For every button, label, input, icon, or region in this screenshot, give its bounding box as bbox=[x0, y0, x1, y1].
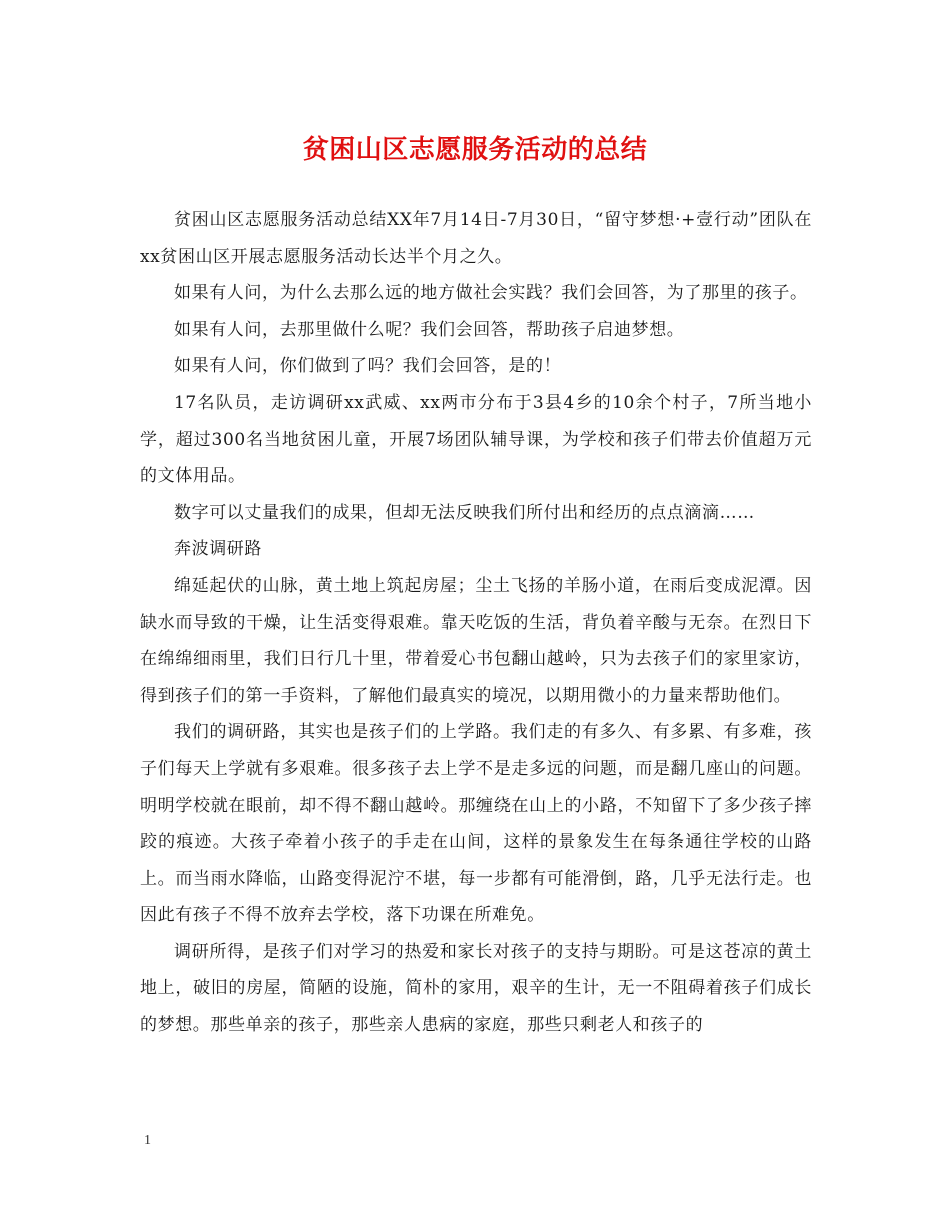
document-title: 贫困山区志愿服务活动的总结 bbox=[302, 135, 648, 165]
paragraph: 如果有人问，你们做到了吗？我们会回答，是的！ bbox=[174, 356, 562, 377]
paragraph: 数字可以丈量我们的成果，但却无法反映我们所付出和经历的点点滴滴…… bbox=[174, 502, 755, 523]
document-body bbox=[140, 202, 812, 1044]
paragraph: 17名队员，走访调研xx武威、xx两市分布于3县4乡的10余个村子，7所当地小学，超过300名当地贫困儿童，开展7场团队辅导课，为学校和孩子们带去价值超万元的文体用品。 bbox=[140, 392, 812, 487]
paragraph: 调研所得，是孩子们对学习的热爱和家长对孩子的支持与期盼。可是这苍凉的黄土地上，破旧的房屋，简陋的设施，简朴的家用，艰辛的生计，无一不阻碍着孩子们成长的梦想。那些单亲的孩子，那些亲人患病的家庭，那些只剩老人和孩子的 bbox=[140, 941, 812, 1036]
paragraph: 绵延起伏的山脉，黄土地上筑起房屋；尘土飞扬的羊肠小道，在雨后变成泥潭。因缺水而导致的干燥，让生活变得艰难。靠天吃饭的生活，背负着辛酸与无奈。在烈日下在绵绵细雨里，我们日行几十里，带着爱心书包翻山越岭，只为去孩子们的家里家访，得到孩子们的第一手资料，了解他们最真实的境况，以期用微小的力量来帮助他们。 bbox=[140, 575, 812, 706]
paragraph: 如果有人问，为什么去那么远的地方做社会实践？我们会回答，为了那里的孩子。 bbox=[174, 283, 808, 304]
paragraph: 我们的调研路，其实也是孩子们的上学路。我们走的有多久、有多累、有多难，孩子们每天上学就有多艰难。很多孩子去上学不是走多远的问题，而是翻几座山的问题。明明学校就在眼前，却不得不翻山越岭。那缠绕在山上的小路，不知留下了多少孩子摔跤的痕迹。大孩子牵着小孩子的手走在山间，这样的景象发生在每条通往学校的山路上。而当雨水降临，山路变得泥泞不堪，每一步都有可能滑倒，路，几乎无法行走。也因此有孩子不得不放弃去学校，落下功课在所难免。 bbox=[140, 722, 812, 926]
paragraph: 贫困山区志愿服务活动总结XX年7月14日-7月30日，“留守梦想·+壹行动”团队在xx贫困山区开展志愿服务活动长达半个月之久。 bbox=[140, 210, 812, 267]
section-heading: 奔波调研路 bbox=[174, 539, 262, 560]
page-number: 1 bbox=[144, 1133, 151, 1148]
paragraph: 如果有人问，去那里做什么呢？我们会回答，帮助孩子启迪梦想。 bbox=[174, 319, 685, 340]
